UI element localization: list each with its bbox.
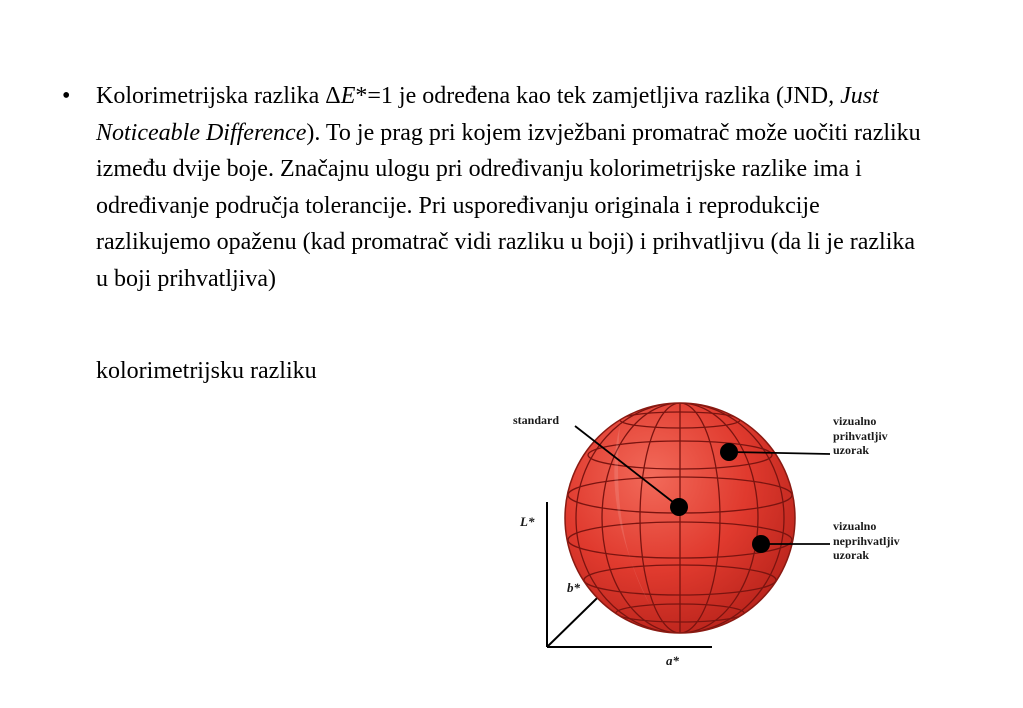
e-symbol: E [340, 83, 356, 109]
standard-marker [670, 498, 688, 516]
label-unacceptable-sample: vizualno neprihvatljiv uzorak [833, 519, 900, 562]
label-standard: standard [513, 413, 560, 427]
tolerance-sphere [565, 403, 795, 633]
paragraph-text-start: Kolorimetrijska razlika [96, 83, 326, 109]
delta-symbol: Δ [325, 83, 341, 109]
continuation-line: kolorimetrijsku razliku [96, 358, 317, 384]
paragraph-text-jnd: *=1 je određena kao tek zamjetljiva razlika (JND [355, 83, 829, 109]
unacceptable-sample-marker [752, 535, 770, 553]
paragraph-text-rest: ). To je prag pri kojem izvježbani promatrač može uočiti razliku između dvije boje. Značajnu ulogu pri određivanju kolorimetrijske razlike ima i određivanje područja tolerancije. Pri uspoređivanju originala i reprodukcije razlikujemo opaženu (kad promatrač vidi razliku u boji) i prihvatljivu (da li je razlika u boji prihvatljiva) [96, 119, 921, 292]
acceptable-sample-marker [720, 443, 738, 461]
axis-label-b: b* [567, 580, 580, 595]
color-tolerance-figure [500, 385, 940, 675]
bullet-point: • [62, 83, 71, 109]
axis-label-a: a* [666, 653, 679, 668]
body-paragraph [96, 78, 926, 297]
axis-label-l: L* [520, 514, 535, 529]
jnd-expansion: , Just Noticeable Difference [96, 83, 879, 146]
label-acceptable-sample: vizualno prihvatljiv uzorak [833, 414, 888, 457]
